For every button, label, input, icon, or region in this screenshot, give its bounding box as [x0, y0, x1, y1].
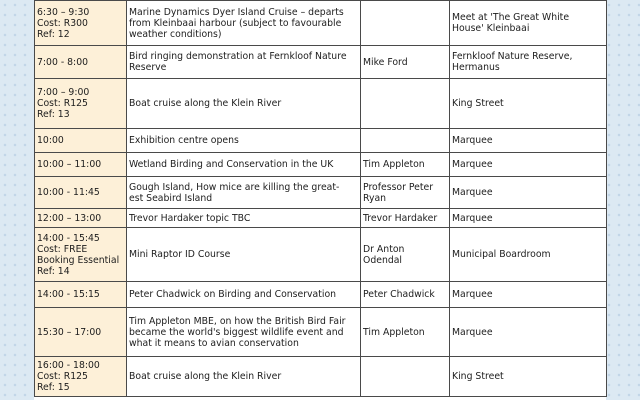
venue-cell — [450, 308, 607, 357]
schedule-row — [35, 357, 607, 397]
event-cell — [127, 46, 361, 79]
speaker-cell-line: Peter Chadwick — [363, 289, 435, 300]
time-cell-line: Cost: R125 — [37, 98, 88, 109]
time-cell-line: 10:00 — [37, 135, 64, 146]
event-cell-line: Boat cruise along the Klein River — [129, 371, 282, 382]
speaker-cell-line: Dr Anton — [363, 243, 405, 255]
time-cell — [35, 282, 127, 308]
venue-cell-line: Hermanus — [452, 62, 500, 73]
event-cell-line: became the world's biggest wildlife event and — [129, 326, 344, 338]
venue-cell-line: House' Kleinbaai — [452, 23, 530, 34]
time-cell-line: 14:00 - 15:15 — [37, 289, 100, 300]
time-cell-line: 15:30 – 17:00 — [37, 326, 102, 338]
venue-cell-line: Marquee — [452, 289, 493, 300]
time-cell — [35, 357, 127, 397]
dotted-background-left — [0, 0, 36, 400]
schedule-body — [35, 1, 607, 397]
event-cell-line: Bird ringing demonstration at Fernkloof Nature — [129, 51, 347, 62]
event-cell — [127, 177, 361, 209]
speaker-cell — [361, 228, 450, 282]
speaker-cell — [361, 357, 450, 397]
time-cell — [35, 228, 127, 282]
schedule-table — [34, 0, 607, 397]
time-cell — [35, 46, 127, 79]
event-cell-line: weather conditions) — [129, 28, 222, 40]
speaker-cell — [361, 153, 450, 177]
schedule-row — [35, 177, 607, 209]
time-cell — [35, 129, 127, 153]
venue-cell — [450, 1, 607, 46]
venue-cell — [450, 79, 607, 129]
event-cell-line: Reserve — [129, 62, 167, 73]
venue-cell — [450, 209, 607, 228]
schedule-row — [35, 282, 607, 308]
event-cell-line: Trevor Hardaker topic TBC — [129, 212, 251, 224]
schedule-sheet — [34, 0, 606, 400]
schedule-row — [35, 129, 607, 153]
time-cell-line: Ref: 15 — [37, 382, 70, 393]
event-cell — [127, 282, 361, 308]
time-cell — [35, 153, 127, 177]
speaker-cell — [361, 129, 450, 153]
venue-cell — [450, 46, 607, 79]
time-cell-line: Cost: R125 — [37, 371, 88, 382]
venue-cell — [450, 177, 607, 209]
time-cell-line: Ref: 14 — [37, 265, 70, 277]
time-cell-line: Cost: FREE — [37, 243, 88, 255]
event-cell — [127, 228, 361, 282]
time-cell-line: Ref: 13 — [37, 109, 70, 120]
venue-cell-line: Municipal Boardroom — [452, 249, 551, 260]
venue-cell-line: Marquee — [452, 326, 493, 338]
event-cell-line: Mini Raptor ID Course — [129, 249, 231, 260]
event-cell — [127, 308, 361, 357]
event-cell — [127, 129, 361, 153]
time-cell — [35, 1, 127, 46]
speaker-cell — [361, 79, 450, 129]
venue-cell-line: Marquee — [452, 187, 493, 198]
time-cell-line: 14:00 - 15:45 — [37, 232, 100, 244]
dotted-background-right — [604, 0, 640, 400]
time-cell — [35, 79, 127, 129]
speaker-cell — [361, 46, 450, 79]
schedule-row — [35, 209, 607, 228]
speaker-cell-line: Odendal — [363, 254, 403, 266]
speaker-cell-line: Ryan — [363, 192, 387, 204]
time-cell-line: Booking Essential — [37, 254, 120, 266]
event-cell-line: Marine Dynamics Dyer Island Cruise – departs — [129, 6, 344, 18]
venue-cell — [450, 153, 607, 177]
venue-cell-line: Marquee — [452, 135, 493, 146]
venue-cell-line: Fernkloof Nature Reserve, — [452, 51, 573, 62]
venue-cell-line: Marquee — [452, 212, 493, 224]
event-cell — [127, 357, 361, 397]
time-cell-line: 6:30 – 9:30 — [37, 6, 90, 18]
event-cell — [127, 79, 361, 129]
venue-cell — [450, 228, 607, 282]
venue-cell-line: King Street — [452, 371, 504, 382]
time-cell-line: 12:00 – 13:00 — [37, 212, 102, 224]
time-cell-line: 16:00 - 18:00 — [37, 360, 100, 371]
speaker-cell-line: Tim Appleton — [363, 159, 425, 170]
venue-cell — [450, 357, 607, 397]
time-cell-line: 7:00 - 8:00 — [37, 56, 89, 68]
speaker-cell — [361, 308, 450, 357]
event-cell — [127, 209, 361, 228]
schedule-row — [35, 308, 607, 357]
venue-cell-line: Meet at 'The Great White — [452, 12, 570, 23]
event-cell-line: from Kleinbaai harbour (subject to favourable — [129, 17, 342, 29]
speaker-cell — [361, 282, 450, 308]
schedule-row — [35, 79, 607, 129]
venue-cell-line: King Street — [452, 98, 504, 109]
schedule-row — [35, 153, 607, 177]
time-cell — [35, 308, 127, 357]
event-cell — [127, 153, 361, 177]
time-cell-line: 7:00 – 9:00 — [37, 87, 90, 98]
event-cell — [127, 1, 361, 46]
speaker-cell-line: Tim Appleton — [363, 326, 425, 338]
venue-cell — [450, 129, 607, 153]
schedule-row — [35, 46, 607, 79]
event-cell-line: Wetland Birding and Conservation in the UK — [129, 159, 334, 170]
time-cell-line: 10:00 - 11:45 — [37, 187, 100, 198]
speaker-cell-line: Professor Peter — [363, 181, 434, 193]
venue-cell — [450, 282, 607, 308]
event-cell-line: Tim Appleton MBE, on how the British Bird Fair — [129, 315, 346, 327]
time-cell — [35, 177, 127, 209]
event-cell-line: Exhibition centre opens — [129, 135, 239, 146]
speaker-cell — [361, 1, 450, 46]
time-cell — [35, 209, 127, 228]
schedule-row — [35, 1, 607, 46]
event-cell-line: Peter Chadwick on Birding and Conservation — [129, 289, 337, 300]
speaker-cell-line: Mike Ford — [363, 56, 408, 68]
event-cell-line: Gough Island, How mice are killing the great- — [129, 181, 340, 193]
time-cell-line: Ref: 12 — [37, 28, 70, 40]
event-cell-line: what it means to avian conservation — [129, 337, 299, 349]
schedule-row — [35, 228, 607, 282]
event-cell-line: est Seabird Island — [129, 192, 213, 204]
speaker-cell — [361, 209, 450, 228]
speaker-cell-line: Trevor Hardaker — [363, 212, 438, 224]
speaker-cell — [361, 177, 450, 209]
event-cell-line: Boat cruise along the Klein River — [129, 98, 282, 109]
time-cell-line: 10:00 – 11:00 — [37, 159, 102, 170]
venue-cell-line: Marquee — [452, 159, 493, 170]
time-cell-line: Cost: R300 — [37, 17, 88, 29]
